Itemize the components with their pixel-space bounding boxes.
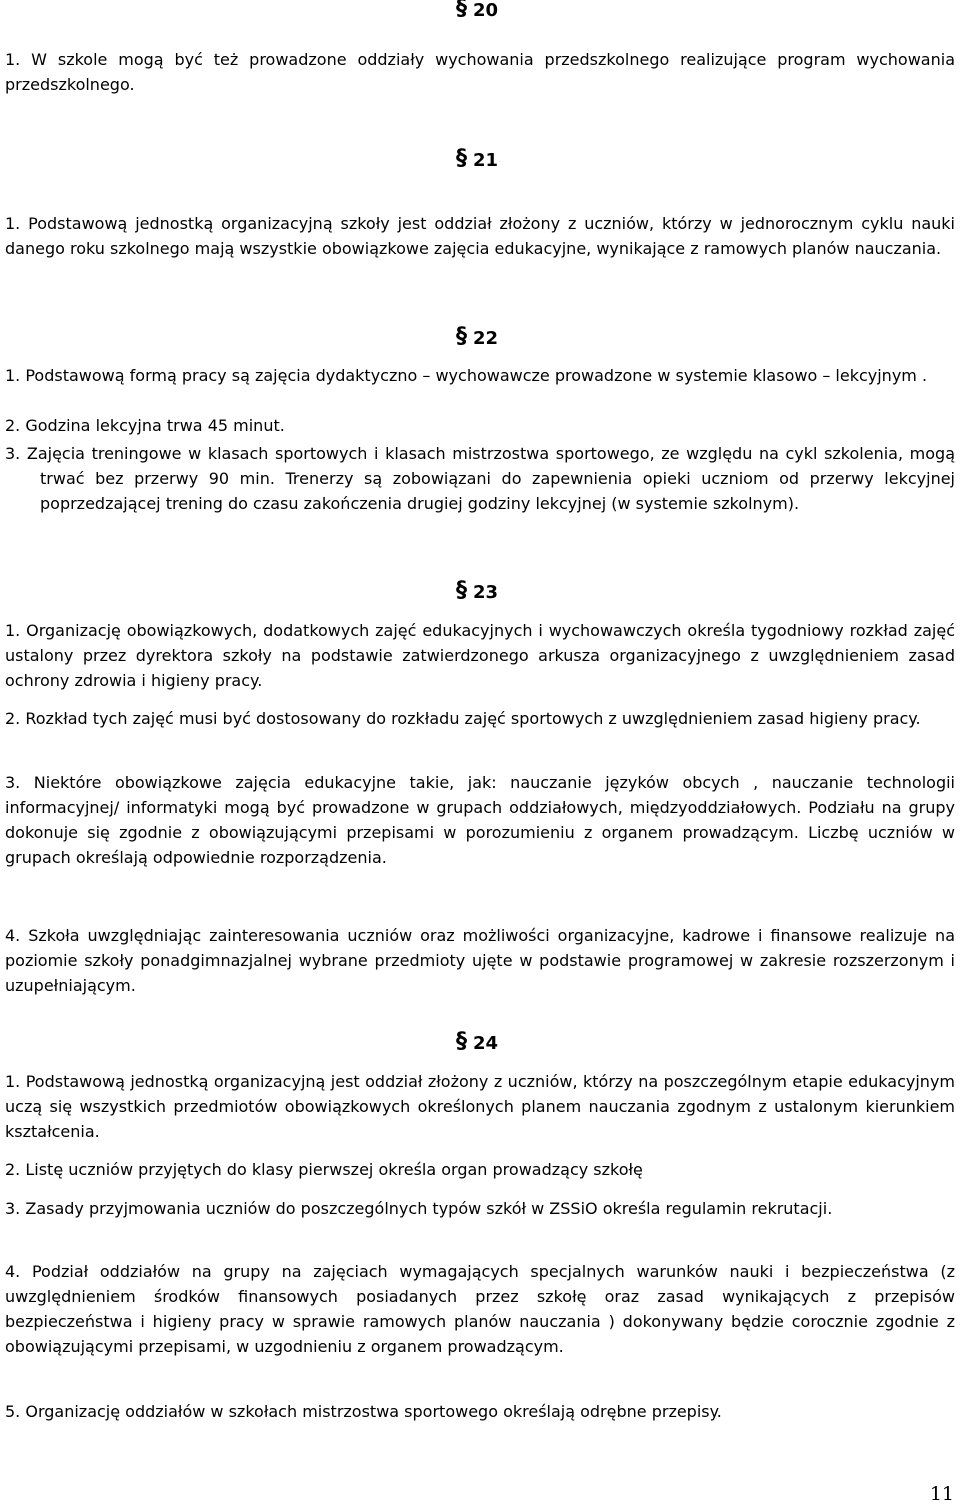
paragraph-23-1: 1. Organizację obowiązkowych, dodatkowych zajęć edukacyjnych i wychowawczych określa tygodniowy rozkład zajęć ustalony przez dyrektora szkoły na podstawie zatwierdzonego arkusza organizacyjnego z uwzględnieniem zasad ochrony zdrowia i higieny pracy. xyxy=(5,621,955,690)
section-heading-20 xyxy=(456,0,566,23)
section-heading-23 xyxy=(456,580,566,605)
section-number: 21 xyxy=(473,150,499,171)
paragraph-22-1: 1. Podstawową formą pracy są zajęcia dydaktyczno – wychowawcze prowadzone w systemie klasowo – lekcyjnym . xyxy=(5,366,928,385)
section-number: 23 xyxy=(473,582,499,603)
section-heading-22 xyxy=(456,326,566,351)
paragraph-22-2: 2. Godzina lekcyjna trwa 45 minut. xyxy=(5,416,285,435)
page-number: 11 xyxy=(929,1483,954,1505)
paragraph-24-4: 4. Podział oddziałów na grupy na zajęciach wymagających specjalnych warunków nauki i bezpieczeństwa (z uwzględnieniem środków finansowych posiadanych przez szkołę oraz zasad wynikających z przepisów bezpieczeństwa i higieny pracy w sprawie ramowych planów nauczania ) dokonywany będzie corocznie zgodnie z obowiązującymi przepisami, w uzgodnieniu z organem prowadzącym. xyxy=(5,1262,955,1356)
paragraph-21-1: 1. Podstawową jednostką organizacyjną szkoły jest oddział złożony z uczniów, którzy w jednorocznym cyklu nauki danego roku szkolnego mają wszystkie obowiązkowe zajęcia edukacyjne, wynikające z ramowych planów nauczania. xyxy=(5,214,955,258)
section-symbol: § xyxy=(456,146,467,171)
paragraph-24-2: 2. Listę uczniów przyjętych do klasy pierwszej określa organ prowadzący szkołę xyxy=(5,1160,643,1179)
paragraph-24-3: 3. Zasady przyjmowania uczniów do poszczególnych typów szkół w ZSSiO określa regulamin rekrutacji. xyxy=(5,1199,833,1218)
section-number: 20 xyxy=(473,0,499,21)
section-heading-21 xyxy=(456,148,566,173)
section-symbol: § xyxy=(456,0,467,21)
paragraph-22-3: 3. Zajęcia treningowe w klasach sportowych i klasach mistrzostwa sportowego, ze względu na cykl szkolenia, mogą trwać bez przerwy 90 min. Trenerzy są zobowiązani do zapewnienia opieki uczniom od przerwy lekcyjnej poprzedzającej trening do czasu zakończenia drugiej godziny lekcyjnej (w systemie szkolnym). xyxy=(5,444,955,513)
paragraph-23-4: 4. Szkoła uwzględniając zainteresowania uczniów oraz możliwości organizacyjne, kadrowe i finansowe realizuje na poziomie szkoły ponadgimnazjalnej wybrane przedmioty ujęte w podstawie programowej w zakresie rozszerzonym i uzupełniającym. xyxy=(5,926,955,995)
section-symbol: § xyxy=(456,1029,467,1054)
section-heading-24 xyxy=(456,1031,566,1056)
paragraph-24-5: 5. Organizację oddziałów w szkołach mistrzostwa sportowego określają odrębne przepisy. xyxy=(5,1402,722,1421)
section-symbol: § xyxy=(456,324,467,349)
section-number: 24 xyxy=(473,1033,499,1054)
paragraph-20-1: 1. W szkole mogą być też prowadzone oddziały wychowania przedszkolnego realizujące program wychowania przedszkolnego. xyxy=(5,50,955,94)
paragraph-23-3: 3. Niektóre obowiązkowe zajęcia edukacyjne takie, jak: nauczanie języków obcych , nauczanie technologii informacyjnej/ informatyki mogą być prowadzone w grupach oddziałowych, międzyoddziałowych. Podziału na grupy dokonuje się zgodnie z obowiązującymi przepisami w porozumieniu z organem prowadzącym. Liczbę uczniów w grupach określają odpowiednie rozporządzenia. xyxy=(5,773,955,867)
section-symbol: § xyxy=(456,578,467,603)
section-number: 22 xyxy=(473,328,499,349)
paragraph-24-1: 1. Podstawową jednostką organizacyjną jest oddział złożony z uczniów, którzy na poszczególnym etapie edukacyjnym uczą się wszystkich przedmiotów obowiązkowych określonych planem nauczania zgodnym z ustalonym kierunkiem kształcenia. xyxy=(5,1072,955,1141)
paragraph-23-2: 2. Rozkład tych zajęć musi być dostosowany do rozkładu zajęć sportowych z uwzględnieniem zasad higieny pracy. xyxy=(5,709,921,728)
